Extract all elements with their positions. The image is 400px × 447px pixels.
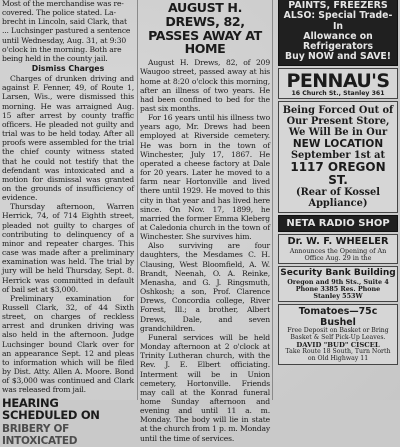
left-paragraph: Charges of drunken driving and against F. Fenner, 49, of Route 1, Larsen, Wis., were dismissed this morning. He was arraigned Aug. 15 after arrest by county traffic officers. He pleaded not guilty and trial was to be held today. After all proofs were assembled for the trial the chief county witness stated that he could not testify that the defendant was intoxicated and a motion for dismissal was granted on the grounds of insufficiency of evidence.	[2, 74, 134, 203]
article-headline	[140, 1, 270, 56]
ad-headline: Tomatoes—75c Bushel	[298, 306, 378, 328]
obituary-article	[137, 0, 273, 443]
ad-line: Take Route 18 South, Turn North	[285, 348, 391, 356]
ad-tomatoes	[278, 304, 398, 364]
left-intro-line: until Wednesday, Aug. 31, at 9:30	[2, 35, 127, 45]
ad-neta-radio	[278, 215, 398, 232]
left-intro-line: ... Luchsinger pastured a sentence	[2, 26, 131, 36]
ad-line: Free Deposit on Basket or Bring	[287, 326, 389, 334]
ad-line: 1117 OREGON ST.	[290, 160, 386, 188]
ad-line: We Will Be in Our	[288, 127, 388, 139]
ad-security-bank	[278, 266, 398, 302]
ad-line: Stanley 553W	[313, 292, 363, 301]
ad-line: Announces the Opening of An	[289, 247, 387, 256]
article-paragraph: Also surviving are four daughters, the Mesdames C. H. Clausing, West Bloomfield, A. W. Brandt, Neenah, O. A. Reinke, Menasha, and G. J. Ringsmuth, Oshkosh; a son, Prof. Clarence Drews, Concordia college, River Forest, Ill.; a brother, Albert Drews, Dale, and seven grandchildren.	[140, 241, 270, 333]
left-bottom-headline-2: BRIBERY OF INTOXICATED	[2, 422, 78, 447]
left-paragraph: Thursday afternoon, Warren Herrick, 74, of 714 Eighth street, pleaded not guilty to charges of contributing to delinquency of a minor and repeater charges. This case was made after a preliminary examination was held. The trial by jury will be held Thursday, Sept. 8. Herrick was committed in default of bail set at $3,000.	[2, 202, 134, 294]
ad-line: Oregon and 9th Sts., Suite 4	[287, 278, 389, 287]
left-intro	[2, 0, 134, 63]
left-paragraph: Preliminary examination for Russell Clark, 32, of 44 Sixth street, on charges of reckless arrest and drunken driving was also held in the afternoon. Judge Luchsinger bound Clark over for an appearance Sept. 12 and pleas to information which will be filed by Dist. Atty. Allen A. Moore. Bond of $3,000 was continued and Clark was released from jail.	[2, 293, 134, 395]
ad-line: Refrigerators	[302, 41, 374, 53]
ad-line: DAVID "BUD" CISCEL	[296, 340, 380, 349]
ad-brand: PENNAU'S	[286, 69, 390, 92]
ad-wheeler	[278, 234, 398, 264]
ad-line: Phone 3385 Res. Phone	[295, 285, 381, 294]
left-intro-line: Most of the merchandise was re-	[2, 0, 124, 8]
ad-name: Security Bank Building	[280, 268, 396, 279]
ad-line: PAINTS, FREEZERS	[288, 0, 388, 11]
ad-line: NEW LOCATION	[292, 138, 384, 151]
ad-refrigerators	[278, 0, 398, 66]
ads-column	[276, 0, 400, 400]
article-paragraph: For 16 years until his illness two years ago, Mr. Drews had been employed at Riverside cemetery. He was born in the town of Winchester, July 17, 1867. He operated a cheese factory at Dale for 20 years. Later he moved to a farm near Hortonville and lived there until 1929. He moved to this city in that year and has lived here since. On Nov. 17, 1899, he married the former Emma Kleberg at Caledonia church in the town of Winchester. She survives him.	[140, 113, 270, 242]
left-intro-line: o'clock in the morning. Both are	[2, 44, 122, 54]
subhead-dismiss-charges: Dismiss Charges	[31, 64, 105, 74]
ad-line: Office Aug. 29 in the	[304, 254, 372, 263]
ad-new-location	[278, 101, 398, 213]
ad-name: Dr. W. F. WHEELER	[287, 236, 389, 248]
left-intro-line: brecht in Lincoln, said Clark, that	[2, 17, 127, 27]
ad-line: Being Forced Out of	[282, 105, 394, 117]
left-bottom-headline: HEARING SCHEDULED ON	[2, 395, 100, 422]
ad-line: on Old Highway 11	[307, 354, 369, 362]
ad-line: Appliance)	[308, 198, 368, 210]
ad-line: NETA RADIO SHOP	[286, 218, 390, 230]
ad-pennaus	[278, 68, 398, 100]
ad-line: September 1st at	[290, 150, 386, 162]
left-column	[2, 0, 134, 447]
ad-address: 16 Church St., Stanley 361	[291, 89, 385, 97]
ad-line: ALSO: Special Trade-In	[283, 10, 393, 32]
ad-line: Our Present Store,	[286, 116, 390, 128]
article-paragraph: August H. Drews, 82, of 209 Waugoo street, passed away at his home at 8:20 o'clock this morning, after an illness of two years. He had been confined to bed for the past six months.	[140, 58, 270, 113]
left-intro-line: covered. The police stated. La-	[2, 8, 116, 18]
article-headline-line: AUGUST H. DREWS, 82,	[165, 0, 245, 29]
ad-line: Allowance on	[303, 30, 373, 42]
left-intro-line: being held in the county jail.	[2, 53, 108, 63]
ad-line: Buy NOW and SAVE!	[284, 51, 391, 63]
article-headline-line: PASSES AWAY AT HOME	[148, 27, 262, 57]
ad-line: (Rear of Kossel	[296, 187, 380, 199]
article-paragraph: Funeral services will be held Monday afternoon at 2 o'clock at Trinity Lutheran church, with the Rev. J. E. Elbert officiating. Interment will be in Union cemetery, Hortonville. Friends may call at the Konrad funeral home Sunday afternoon and evening and until 11 a. m. Monday. The body will lie in state at the church from 1 p. m. Monday until the time of services.	[140, 332, 270, 443]
ad-line: Basket & Self Pick-Up Leaves.	[290, 333, 386, 341]
